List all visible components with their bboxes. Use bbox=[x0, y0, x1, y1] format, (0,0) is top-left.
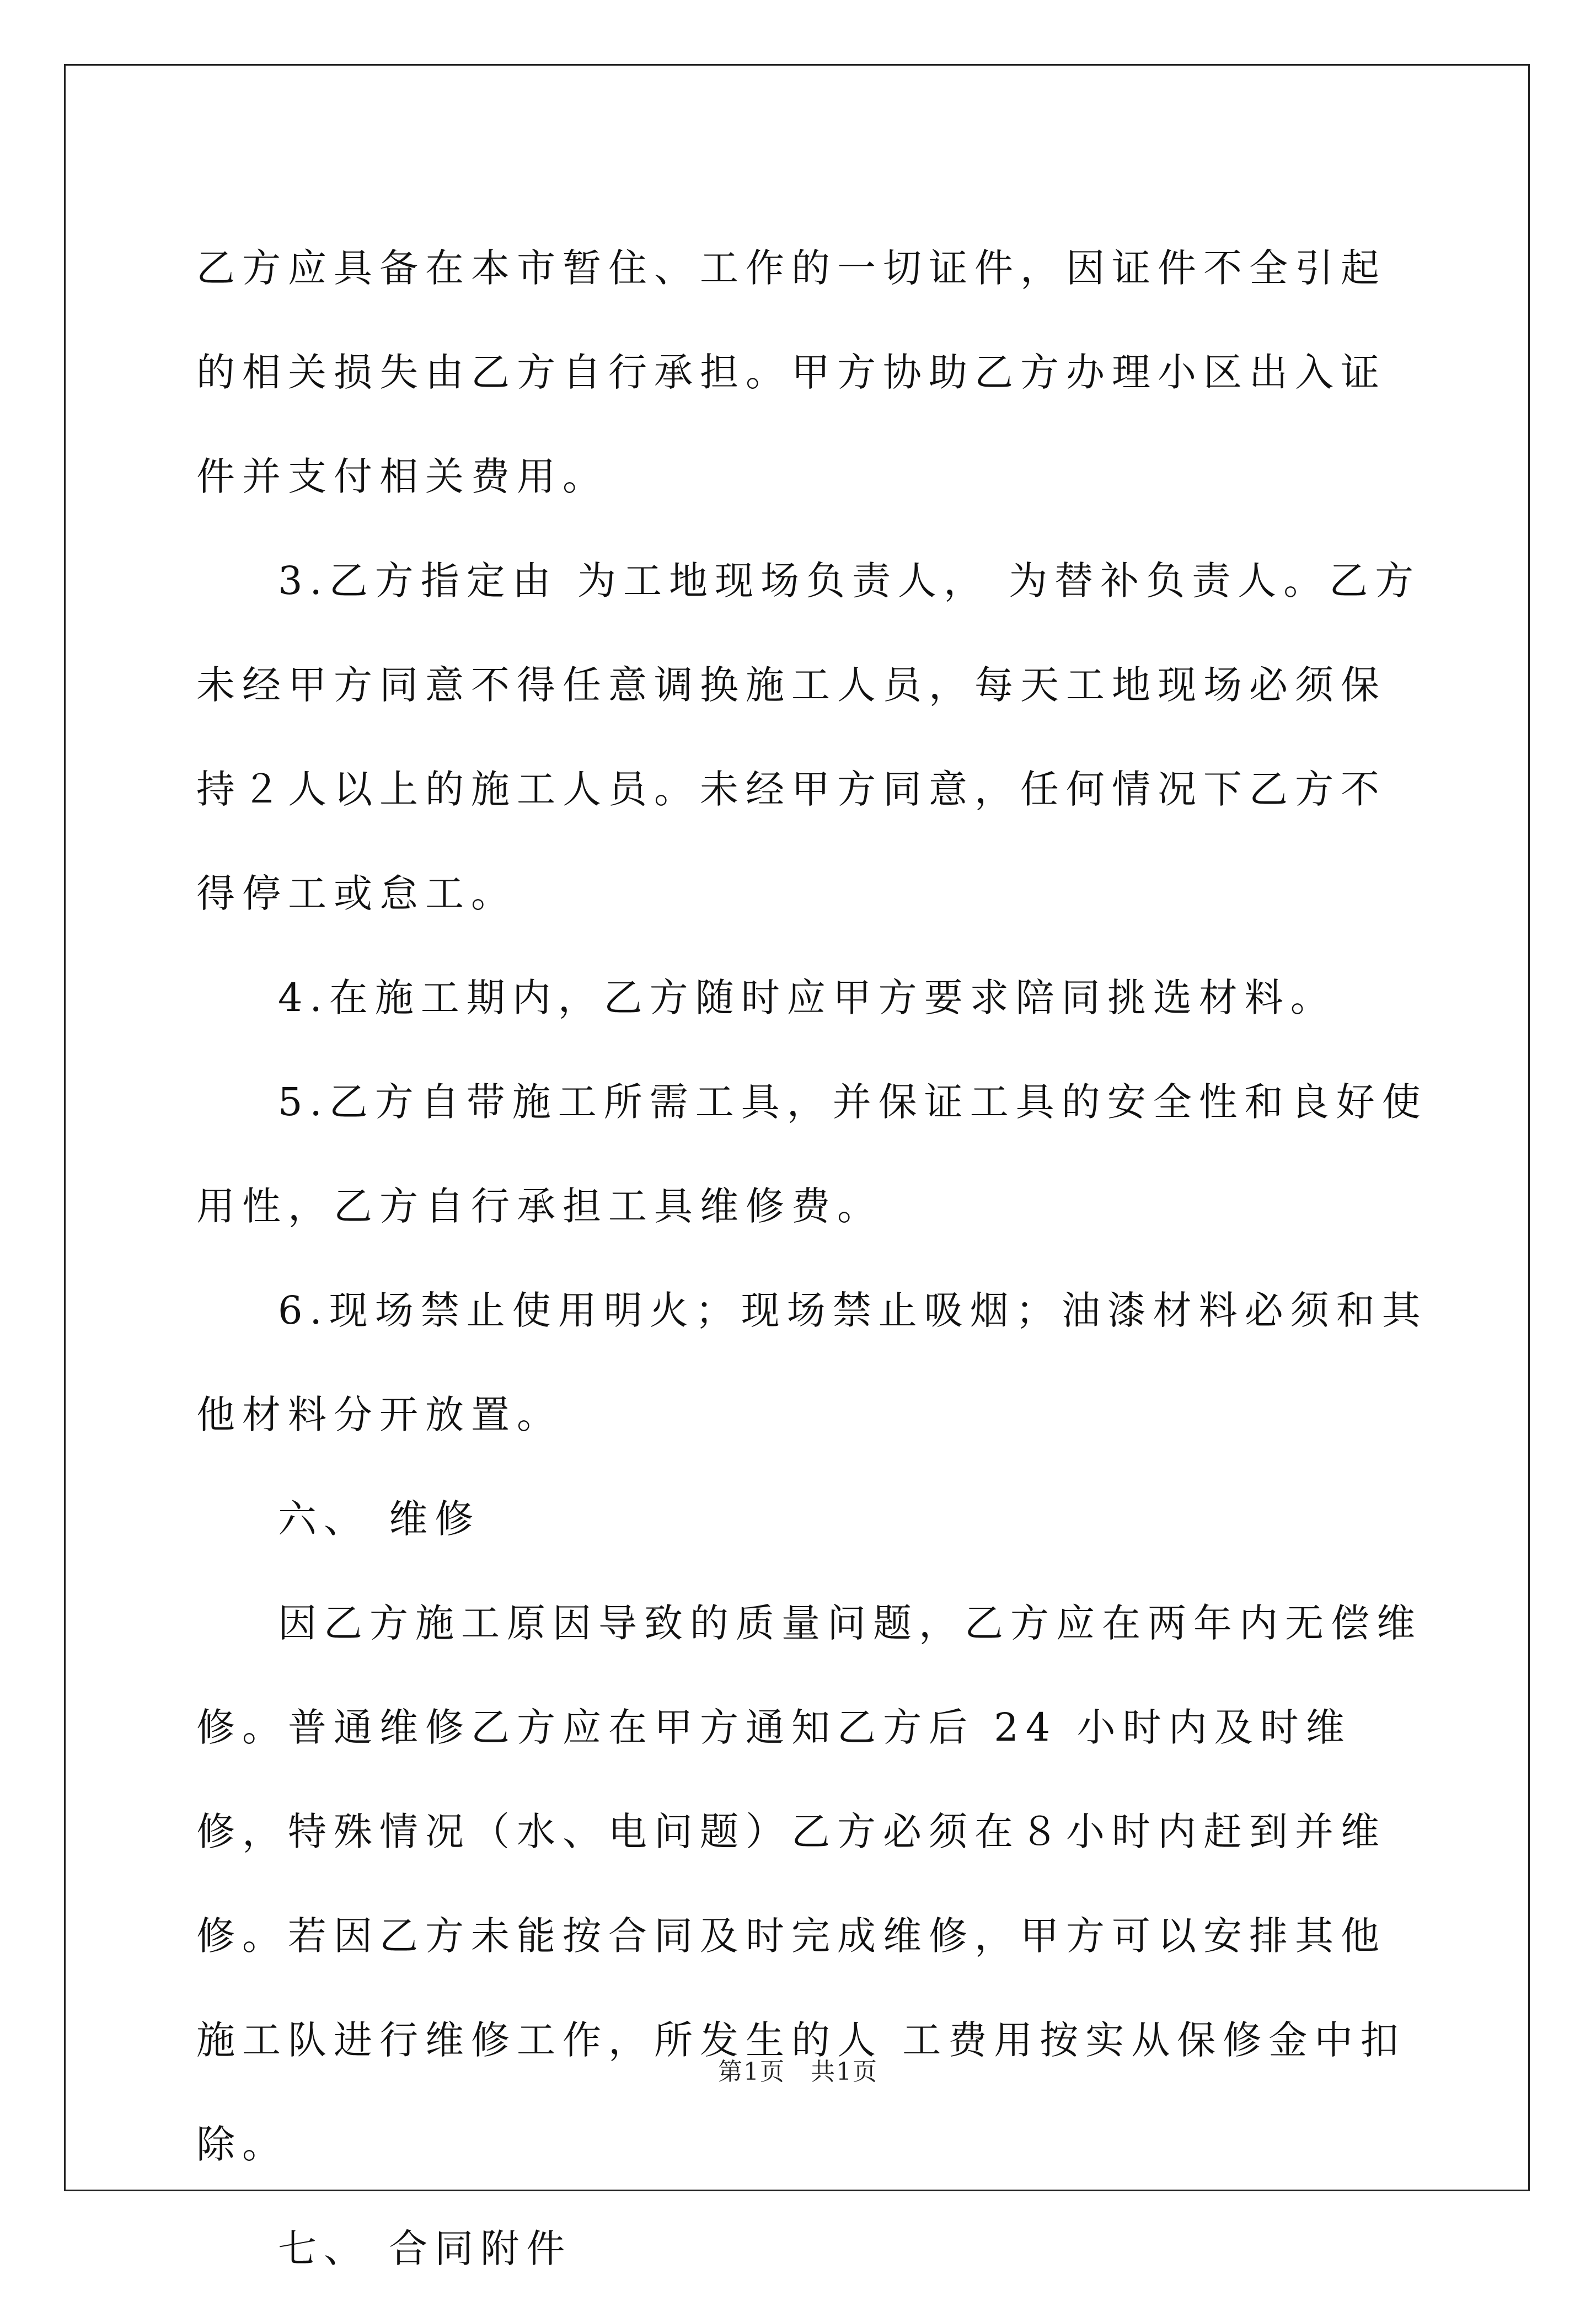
document-body bbox=[196, 216, 1432, 2301]
paragraph-item-5-tools: 5.乙方自带施工所需工具，并保证工具的安全性和良好使用性，乙方自行承担工具维修费。 bbox=[196, 1079, 1428, 1229]
paragraph-item-4-materials: 4.在施工期内，乙方随时应甲方要求陪同挑选材料。 bbox=[278, 975, 1336, 1020]
paragraph-maintenance-terms: 因乙方施工原因导致的质量问题，乙方应在两年内无偿维修。普通维修乙方应在甲方通知乙方后 24 小时内及时维修，特殊情况（水、电问题）乙方必须在８小时内赶到并维修。若因乙方未能按合同及时完成维修，甲方可以安排其他施工队进行维修工作，所发生的人 工费用按实从保修金中扣除。 bbox=[196, 1601, 1422, 2167]
section-heading-attachments: 七、 合同附件 bbox=[278, 2226, 572, 2271]
paragraph-id-documents: 乙方应具备在本市暂住、工作的一切证件，因证件不全引起的相关损失由乙方自行承担。甲方协助乙方办理小区出入证件并支付相关费用。 bbox=[196, 245, 1386, 499]
section-heading-maintenance: 六、 维修 bbox=[278, 1496, 481, 1542]
paragraph-item-6-fire-safety: 6.现场禁止使用明火；现场禁止吸烟；油漆材料必须和其他材料分开放置。 bbox=[196, 1288, 1428, 1437]
paragraph-item-3-site-manager: 3.乙方指定由 为工地现场负责人， 为替补负责人。乙方未经甲方同意不得任意调换施工人员，每天工地现场必须保持２人以上的施工人员。未经甲方同意，任何情况下乙方不得停工或怠工。 bbox=[196, 558, 1421, 916]
page-footer: 第1页 共1页 bbox=[718, 2058, 878, 2086]
